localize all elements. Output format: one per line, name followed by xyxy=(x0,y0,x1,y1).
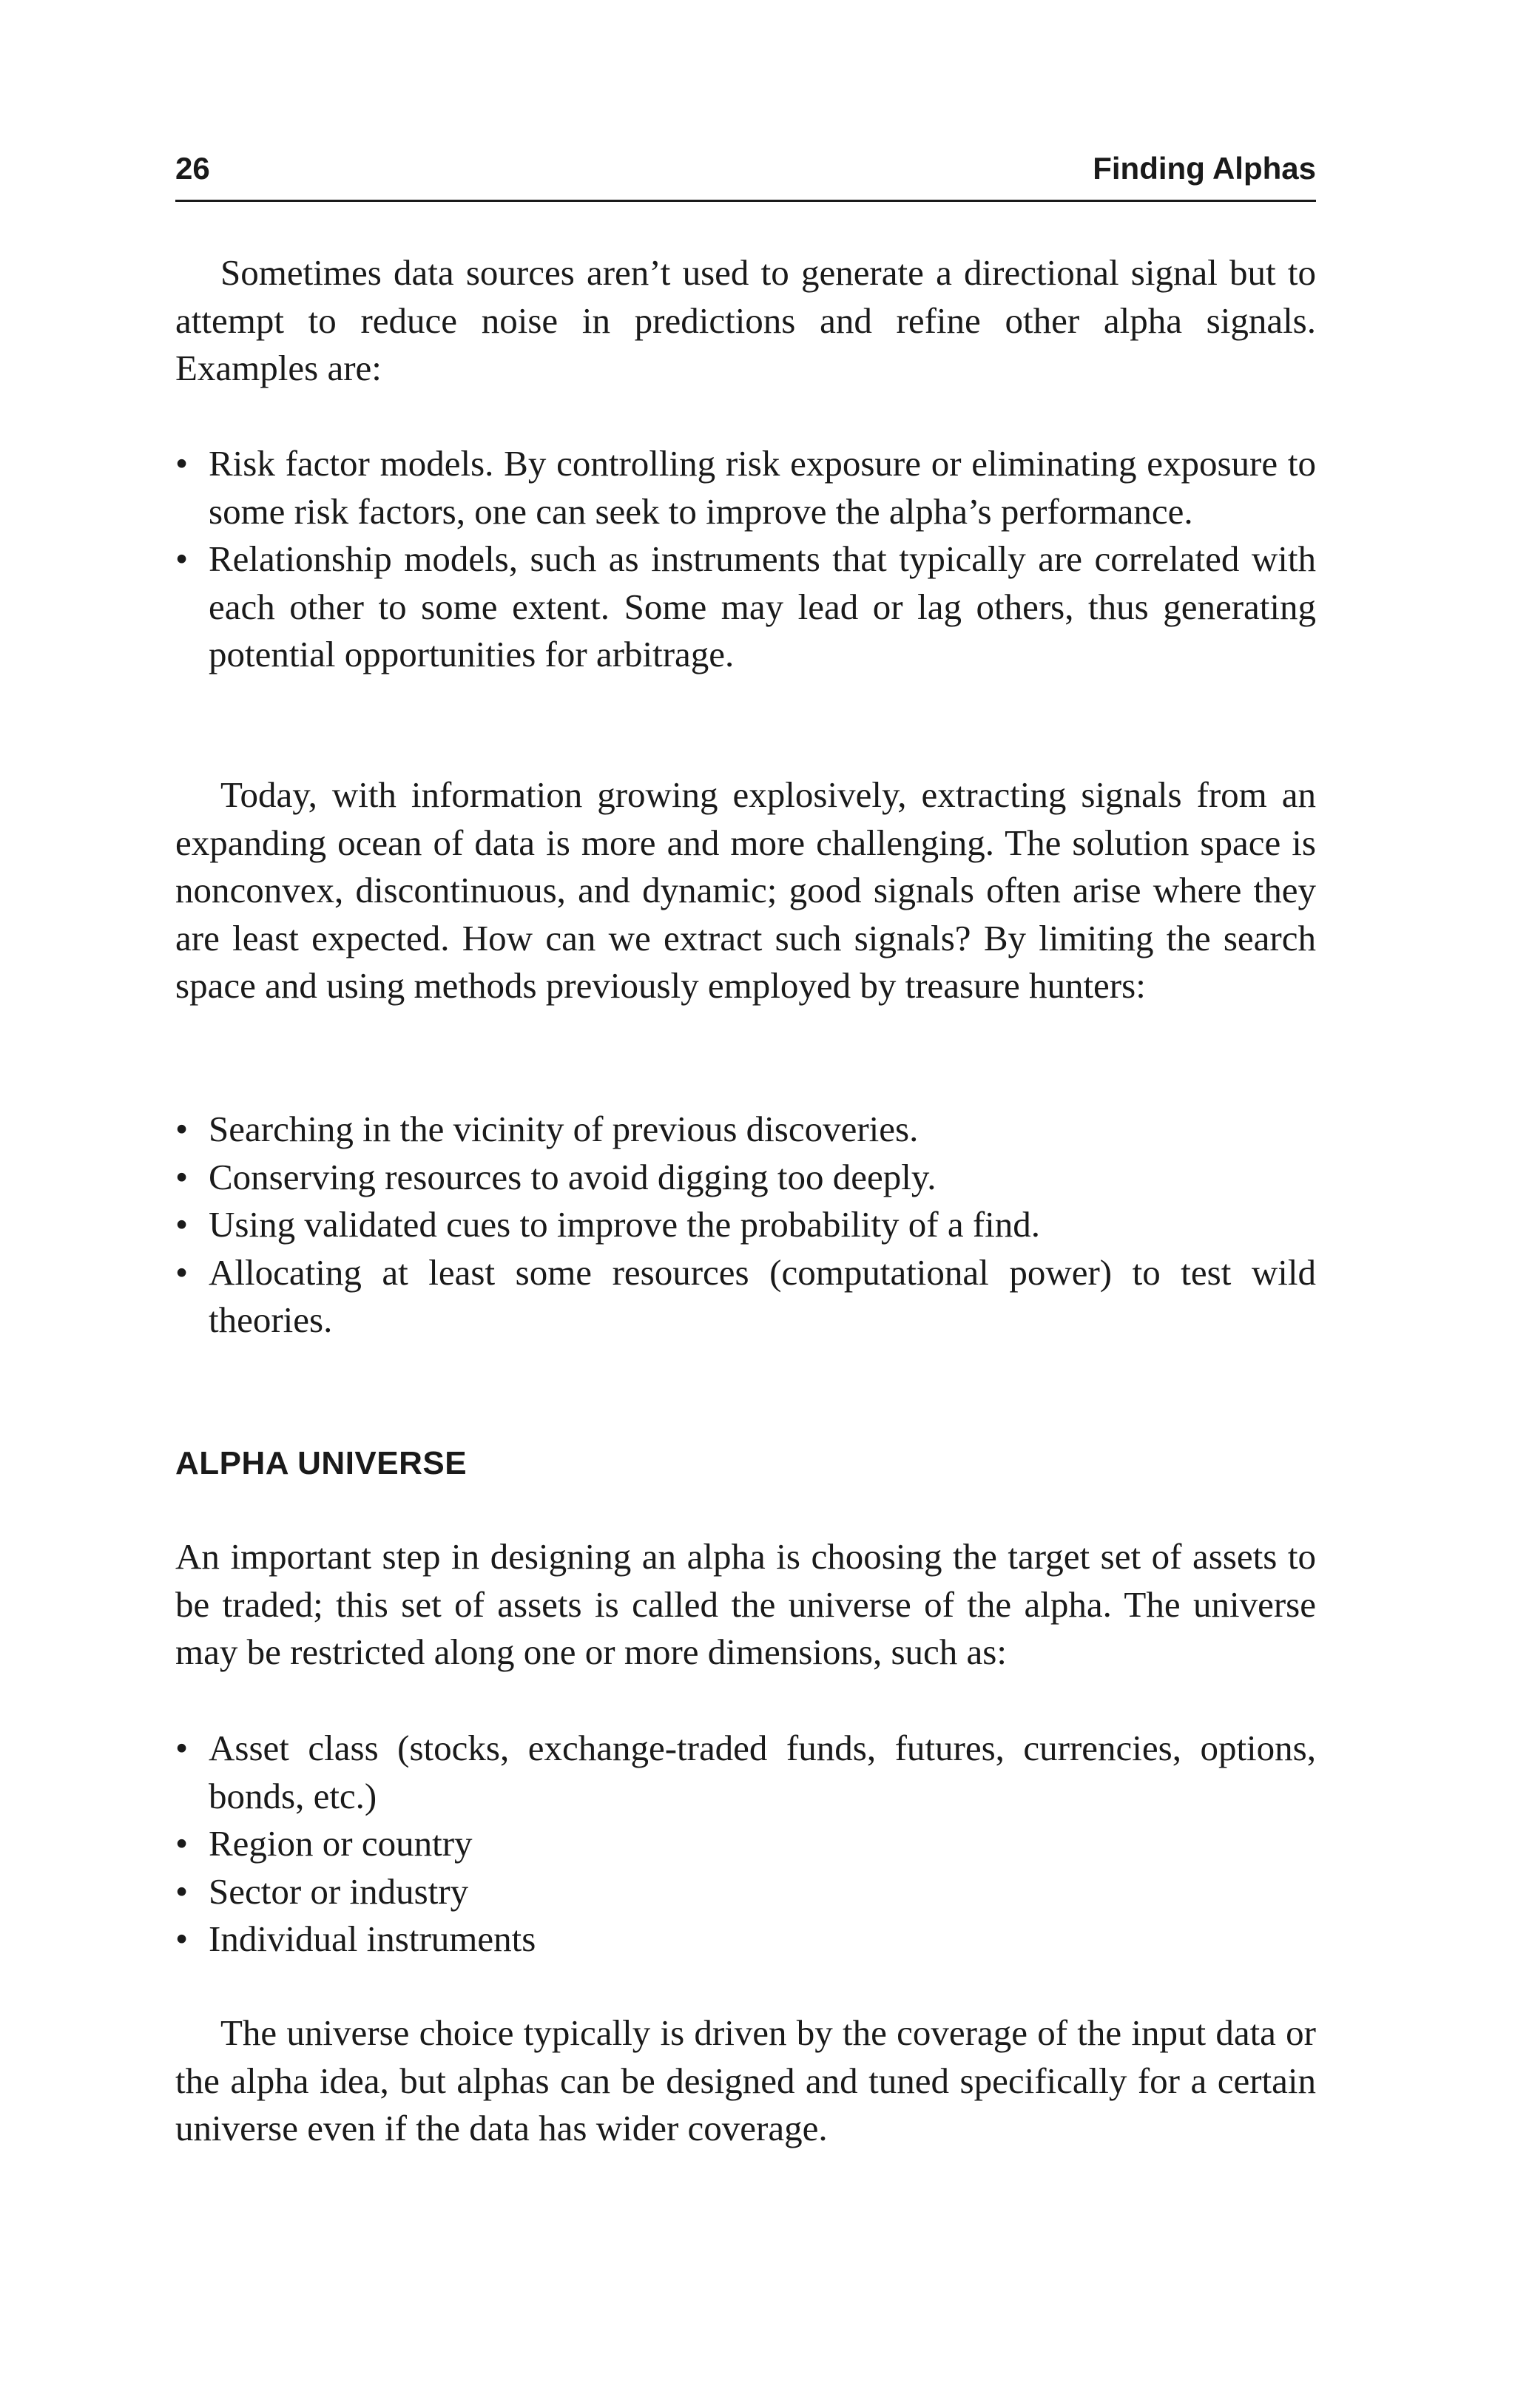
intro-block xyxy=(175,249,1316,393)
bullet-icon: • xyxy=(175,1728,189,1768)
bullet-icon: • xyxy=(175,1204,189,1245)
bullet-icon: • xyxy=(175,1823,189,1864)
list-item-text: Searching in the vicinity of previous discoveries. xyxy=(209,1109,919,1149)
list-item-text: Using validated cues to improve the probability of a find. xyxy=(209,1204,1041,1245)
list-item-text: Individual instruments xyxy=(209,1918,536,1959)
bullet-icon: • xyxy=(175,1156,189,1197)
running-head xyxy=(175,145,1316,202)
list-item-text: Sector or industry xyxy=(209,1870,469,1912)
list-item xyxy=(175,1915,1316,1964)
list-item xyxy=(175,1201,1316,1249)
list-item-text: Risk factor models. By controlling risk exposure or eliminating exposure to some risk factors, one can seek to improve the alpha’s performance. xyxy=(209,443,1316,532)
page-number: 26 xyxy=(175,151,210,186)
list-item-text: Asset class (stocks, exchange-traded funds, futures, currencies, options, bonds, etc.) xyxy=(209,1728,1316,1816)
section-heading-block xyxy=(175,1440,1316,1487)
bullet-icon: • xyxy=(175,1870,189,1912)
list-item xyxy=(175,1868,1316,1916)
section-heading: ALPHA UNIVERSE xyxy=(175,1445,468,1481)
running-title: Finding Alphas xyxy=(1093,151,1316,186)
bullet-icon: • xyxy=(175,538,189,579)
list-item xyxy=(175,535,1316,679)
list-item xyxy=(175,1249,1316,1345)
today-block xyxy=(175,771,1316,1010)
treasure-block xyxy=(175,1106,1316,1345)
bullet-icon: • xyxy=(175,1918,189,1959)
today-paragraph: Today, with information growing explosively, extracting signals from an expanding ocean of data is more and more challenging. The solution space is nonconvex, discontinuous, and dynamic; good signals often arise where they are least expected. How can we extract such signals? By limiting the search space and using methods previously employed by treasure hunters: xyxy=(175,774,1316,1006)
list-item xyxy=(175,1106,1316,1154)
list-item-text: Conserving resources to avoid digging too deeply. xyxy=(209,1156,937,1197)
list-item-text: Allocating at least some resources (computational power) to test wild theories. xyxy=(209,1251,1316,1340)
list-item-text: Region or country xyxy=(209,1823,473,1864)
list-item-text: Relationship models, such as instruments that typically are correlated with each other to some extent. Some may lead or lag others, thus generating potential opportunities for arbitrage. xyxy=(209,538,1316,674)
examples-block xyxy=(175,440,1316,679)
treasure-list xyxy=(175,1106,1316,1345)
bullet-icon: • xyxy=(175,1251,189,1293)
list-item xyxy=(175,1820,1316,1868)
closing-paragraph: The universe choice typically is driven by the coverage of the input data or the alpha idea, but alphas can be designed and tuned specifically for a certain universe even if the data has wider coverage. xyxy=(175,2012,1316,2148)
universe-paragraph: An important step in designing an alpha is choosing the target set of assets to be traded; this set of assets is called the universe of the alpha. The universe may be restricted along one or more dimensions, such as: xyxy=(175,1536,1316,1672)
closing-block xyxy=(175,2009,1316,2153)
list-item xyxy=(175,1725,1316,1820)
bullet-icon: • xyxy=(175,443,189,484)
dimensions-block xyxy=(175,1725,1316,1964)
dimensions-list xyxy=(175,1725,1316,1964)
examples-list xyxy=(175,440,1316,679)
bullet-icon: • xyxy=(175,1109,189,1149)
list-item xyxy=(175,440,1316,535)
universe-block xyxy=(175,1533,1316,1677)
intro-paragraph: Sometimes data sources aren’t used to generate a directional signal but to attempt to reduce noise in predictions and refine other alpha signals. Examples are: xyxy=(175,252,1316,388)
list-item xyxy=(175,1154,1316,1202)
